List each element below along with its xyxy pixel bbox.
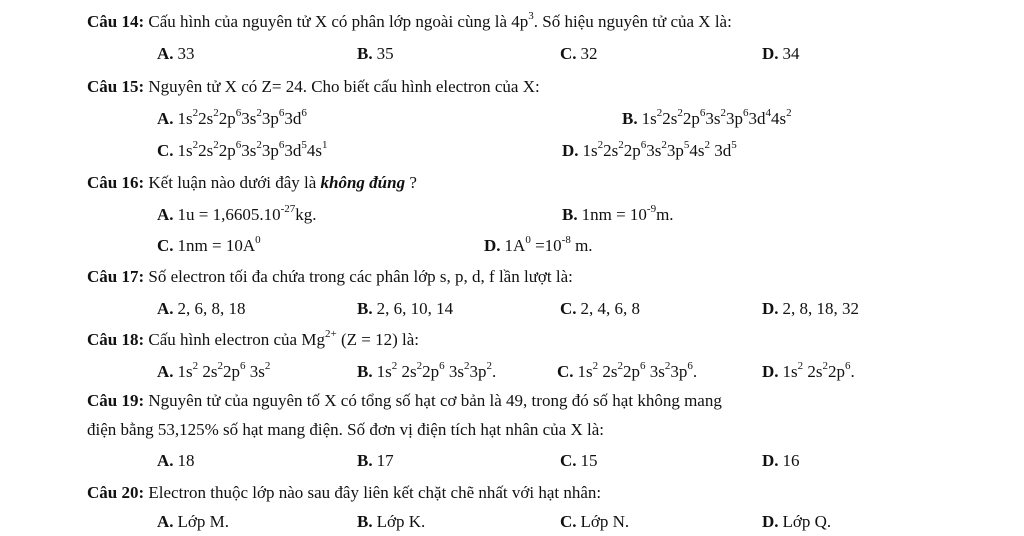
formula-superscript: 6 [640, 360, 646, 373]
option-d: D. Lớp Q. [762, 512, 832, 531]
option-a: A. 2, 6, 8, 18 [157, 299, 246, 318]
formula [178, 109, 307, 128]
formula-base: 2s [603, 141, 619, 160]
formula-base: 1s [376, 362, 392, 381]
formula-base: 1s [641, 109, 657, 128]
formula-superscript: 2 [592, 360, 599, 373]
formula-base: 3s [705, 109, 721, 128]
formula-superscript: 2 [256, 107, 262, 120]
formula-superscript: 6 [301, 107, 307, 120]
formula-base: 3s [645, 362, 665, 381]
formula-superscript: 2 [618, 139, 624, 152]
formula-superscript: 2 [597, 139, 604, 152]
formula-base: m. [570, 236, 593, 255]
formula-superscript: 5 [683, 139, 690, 152]
formula-base: 3d [710, 141, 732, 160]
formula-base: . [850, 362, 855, 381]
formula-base: 4s [306, 141, 323, 160]
formula-superscript: 6 [845, 360, 851, 373]
formula [582, 205, 674, 224]
formula-superscript: 2 [213, 107, 219, 120]
formula-superscript: 6 [699, 107, 706, 120]
option-b: B. 2, 6, 10, 14 [357, 299, 454, 318]
formula-base: 3s [444, 362, 464, 381]
formula-base: 2p [218, 141, 236, 160]
question-text: (Z = 12) là: [336, 330, 419, 349]
emphasis-text: không đúng [320, 173, 406, 192]
formula [178, 205, 317, 224]
option-b: B. $1nm = 10^{-9}m$. [562, 203, 674, 224]
formula-base: 2p [422, 362, 440, 381]
formula-superscript: 2 [391, 360, 398, 373]
formula-base: 1s [177, 109, 193, 128]
question-18 [87, 330, 419, 350]
formula-superscript: 2 [213, 139, 219, 152]
formula-base: 4s [770, 109, 787, 128]
question-label: Câu 18: [87, 330, 145, 349]
question-label: Câu 19: [87, 391, 145, 410]
option-b: B. $1s^22s^22p^63s^23p^63d^44s^2$ [622, 107, 792, 128]
formula-base: kg. [295, 205, 317, 224]
formula-base: 2p [828, 362, 846, 381]
formula-base: 3p [670, 362, 688, 381]
formula-base: m. [656, 205, 674, 224]
question-16 [87, 173, 417, 193]
question-text: Nguyên tử của nguyên tố X có tổng số hạt cơ bản là 49, trong đó số hạt không mang [148, 391, 722, 410]
question-20 [87, 483, 601, 503]
option-c: C. 32 [560, 44, 598, 63]
formula-base: 2p [682, 109, 700, 128]
formula-base: 3d [284, 141, 302, 160]
option-a: A. Lớp M. [157, 512, 230, 531]
formula-base: 1u = 1,6605.10 [177, 205, 281, 224]
formula-superscript: 2 [720, 107, 726, 120]
formula-superscript: 2 [664, 360, 671, 373]
formula-superscript: 2 [217, 360, 224, 373]
formula-base: 1s [577, 362, 593, 381]
formula-superscript: 6 [742, 107, 749, 120]
option-a: A. $1s^2$ $2s^22p^6$ $3s^2$ [157, 360, 271, 381]
formula-superscript: -27 [280, 203, 296, 216]
question-text: . Số hiệu nguyên tử của X là: [533, 12, 732, 31]
option-c: C. Lớp N. [560, 512, 630, 531]
option-c: C. 2, 4, 6, 8 [560, 299, 641, 318]
formula-base: 3p [469, 362, 487, 381]
formula-base: 2s [198, 362, 218, 381]
formula-base: 3s [245, 362, 265, 381]
question-label: Câu 15: [87, 77, 145, 96]
formula-base: 1s [782, 362, 798, 381]
option-d: D. 2, 8, 18, 32 [762, 299, 860, 318]
formula-superscript: 6 [235, 107, 242, 120]
formula-superscript: 2 [656, 107, 663, 120]
formula-base: 3p [261, 141, 279, 160]
question-label: Câu 16: [87, 173, 145, 192]
formula-base: 2p [623, 141, 641, 160]
formula [578, 362, 698, 381]
option-c: C. $1s^2$ $2s^22p^6$ $3s^23p^6$. [557, 360, 698, 381]
option-d: D. $1A^0 =10^{-8}$ m. [484, 234, 593, 255]
formula-superscript: 6 [278, 139, 285, 152]
question-15 [87, 77, 540, 97]
formula-base: 3p [725, 109, 743, 128]
formula-superscript: 6 [240, 360, 246, 373]
option-d: D. $1s^2$ $2s^22p^6$. [762, 360, 855, 381]
option-a: A. $1u = 1,6605.10^{-27}kg$. [157, 203, 317, 224]
formula-superscript: 5 [731, 139, 737, 152]
question-19 [87, 391, 722, 411]
option-a: A. 18 [157, 451, 195, 470]
formula-base: 3s [241, 109, 257, 128]
question-17 [87, 267, 573, 287]
question-text: Cấu hình electron của Mg [148, 330, 325, 349]
formula [178, 236, 261, 255]
formula-superscript: 2 [192, 360, 199, 373]
formula-base: 3p [666, 141, 684, 160]
formula-base: 2s [198, 109, 214, 128]
formula-base: 2p [218, 109, 236, 128]
formula [377, 362, 497, 381]
superscript: 2+ [324, 328, 337, 341]
formula-superscript: -9 [646, 203, 657, 216]
formula-base: 2s [598, 362, 618, 381]
formula-superscript: 2 [661, 139, 667, 152]
formula [178, 362, 271, 381]
option-c: C. $1nm = 10A^0$ [157, 234, 261, 255]
formula-superscript: 6 [278, 107, 285, 120]
formula-base: =10 [530, 236, 562, 255]
option-b: B. Lớp K. [357, 512, 426, 531]
formula-superscript: 2 [704, 139, 711, 152]
formula-superscript: 2 [786, 107, 792, 120]
formula-superscript: 2 [463, 360, 470, 373]
formula-base: 4s [689, 141, 705, 160]
formula-superscript: 2 [192, 139, 199, 152]
formula-base: 2s [803, 362, 823, 381]
formula-base: . [491, 362, 497, 381]
superscript: 3 [528, 10, 534, 23]
formula-base: 2s [662, 109, 678, 128]
formula-superscript: 2 [264, 360, 271, 373]
formula-base: 3p [261, 109, 279, 128]
formula [178, 141, 328, 160]
formula-base: 1A [504, 236, 526, 255]
option-b: B. $1s^2$ $2s^22p^6$ $3s^23p^2$. [357, 360, 497, 381]
formula-superscript: 2 [677, 107, 683, 120]
question-text: Electron thuộc lớp nào sau đây liên kết chặt chẽ nhất với hạt nhân: [148, 483, 602, 502]
formula [642, 109, 792, 128]
formula-base: 3s [241, 141, 257, 160]
option-a: A. $1s^22s^22p^63s^23p^63d^6$ [157, 107, 307, 128]
formula-base: 1s [177, 362, 193, 381]
option-d: D. 16 [762, 451, 800, 470]
formula-superscript: 2 [192, 107, 199, 120]
option-c: C. $1s^22s^22p^63s^23p^63d^54s^1$ [157, 139, 328, 160]
question-label: Câu 20: [87, 483, 145, 502]
formula-superscript: 2 [822, 360, 829, 373]
question-text: Kết luận nào dưới đây là [148, 173, 321, 192]
formula-base: 3d [748, 109, 766, 128]
question-19-continued [87, 420, 604, 440]
formula-superscript: 6 [235, 139, 242, 152]
formula-superscript: 6 [640, 139, 647, 152]
formula-base: 2p [223, 362, 241, 381]
formula-base: 2s [198, 141, 214, 160]
question-text: Nguyên tử X có Z= 24. Cho biết cấu hình electron của X: [148, 77, 540, 96]
question-14 [87, 12, 732, 32]
formula-superscript: 0 [255, 234, 261, 247]
formula-superscript: 6 [687, 360, 693, 373]
formula-superscript: 6 [439, 360, 445, 373]
formula-superscript: 2 [486, 360, 492, 373]
formula-base: . [692, 362, 698, 381]
formula-base: 1nm = 10 [581, 205, 647, 224]
formula-superscript: 2 [797, 360, 804, 373]
formula-base: 1s [582, 141, 598, 160]
option-d: D. 34 [762, 44, 800, 63]
formula-base: 1nm = 10A [177, 236, 256, 255]
option-a: A. 33 [157, 44, 195, 63]
formula-superscript: 4 [765, 107, 771, 120]
formula-superscript: 2 [416, 360, 423, 373]
question-text: Cấu hình của nguyên tử X có phân lớp ngoài cùng là 4p [148, 12, 529, 31]
question-label: Câu 14: [87, 12, 145, 31]
question-text: điện bằng 53,125% số hạt mang điện. Số đơn vị điện tích hạt nhân của X là: [87, 420, 604, 439]
formula-base: 2p [623, 362, 641, 381]
option-b: B. 35 [357, 44, 394, 63]
question-label: Câu 17: [87, 267, 145, 286]
formula-base: 2s [397, 362, 417, 381]
formula-superscript: 0 [525, 234, 531, 247]
formula-superscript: 5 [301, 139, 307, 152]
formula-superscript: 2 [617, 360, 624, 373]
question-text: Số electron tối đa chứa trong các phân lớp s, p, d, f lần lượt là: [148, 267, 573, 286]
formula-superscript: -8 [561, 234, 571, 247]
formula-superscript: 2 [256, 139, 262, 152]
option-c: C. 15 [560, 451, 598, 470]
formula [583, 141, 737, 160]
formula-base: 1s [177, 141, 193, 160]
question-text: ? [405, 173, 417, 192]
formula-base: 3s [646, 141, 662, 160]
formula-superscript: 1 [322, 139, 328, 152]
formula [505, 236, 593, 255]
formula-base: 3d [284, 109, 302, 128]
option-b: B. 17 [357, 451, 394, 470]
option-d: D. $1s^22s^22p^63s^23p^54s^2$ $3d^5$ [562, 139, 737, 160]
formula [783, 362, 855, 381]
